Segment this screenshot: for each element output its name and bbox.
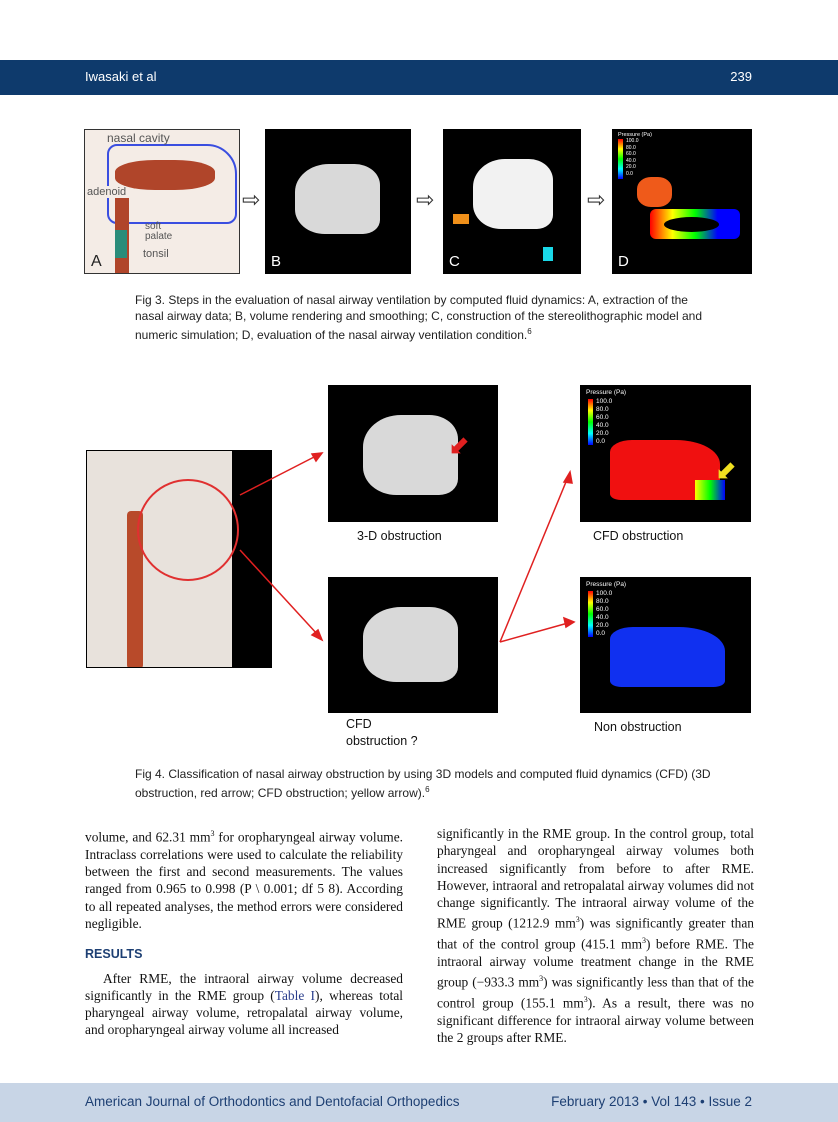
label-3d-obstruction: 3-D obstruction xyxy=(357,529,442,543)
legend-value: 40.0 xyxy=(596,614,609,621)
legend-value: 80.0 xyxy=(596,406,609,413)
arrow-right-icon: ⇨ xyxy=(242,187,261,212)
legend-value: 80.0 xyxy=(596,598,609,605)
results-heading: RESULTS xyxy=(85,947,143,962)
arrow-right-icon: ⇨ xyxy=(587,187,606,212)
figure-4-caption: Fig 4. Classification of nasal airway obstruction by using 3D models and computed fluid dynamics (CFD) (3D obstruction, red arrow; CFD obstruction; yellow arrow).$^6$ xyxy=(135,767,711,800)
panel-a xyxy=(84,129,240,274)
panel-d xyxy=(612,129,752,274)
color-bar xyxy=(588,399,593,445)
left-column xyxy=(85,825,403,1039)
image-cfd-obstruction-question xyxy=(328,577,498,713)
panel-label-b: B xyxy=(271,253,282,270)
label-non-obstruction: Non obstruction xyxy=(594,720,682,734)
panel-label-c: C xyxy=(449,253,460,270)
legend-title: Pressure (Pa) xyxy=(586,581,627,588)
legend-value: 100.0 xyxy=(596,398,613,405)
image-non-obstruction xyxy=(580,577,751,713)
red-arrow-icon: ⬋ xyxy=(448,430,470,460)
legend-value: 100.0 xyxy=(596,590,613,597)
legend-title: Pressure (Pa) xyxy=(618,132,652,138)
legend-value: 60.0 xyxy=(596,606,609,613)
color-bar xyxy=(588,591,593,637)
yellow-arrow-icon: ⬋ xyxy=(715,455,737,485)
issue-info: February 2013 • Vol 143 • Issue 2 xyxy=(551,1094,752,1109)
legend-value: 60.0 xyxy=(596,414,609,421)
legend-value: 40.0 xyxy=(596,422,609,429)
journal-name: American Journal of Orthodontics and Dentofacial Orthopedics xyxy=(85,1094,460,1109)
right-column xyxy=(437,825,754,1046)
legend-value: 0.0 xyxy=(626,170,633,177)
legend-value: 40.0 xyxy=(626,157,636,164)
label-soft-palate: soft palate xyxy=(145,221,173,242)
paragraph: significantly in the RME group. In the control group, total pharyngeal and oropharyngeal airway volumes both increased significantly from before to after RME. However, intraoral and retropalatal airway volumes did not change significantly. The intraoral airway volume of the RME group (1212.9 $mm^3$) was significantly greater than that of the control group (415.1 $mm^3$) before RME. The intraoral airway volume treatment change in the RME group (−933.3 $mm^3$) was significantly less than that of the control group (155.1 $mm^3$). As a result, there was no significant difference for intraoral airway volume between the 2 groups after RME. xyxy=(437,826,755,1046)
legend-value: 100.0 xyxy=(626,138,639,144)
paragraph: volume, and 62.31 $mm^3$ for oropharyngeal airway volume. Intraclass correlations were used to calculate the reliability between the first and second measurements. The values ranged from 0.965 to 0.998 (P \ 0.001; df 5 8). According to all repeated analyses, the method errors were considered negligible. xyxy=(85,829,403,931)
legend-value: 0.0 xyxy=(596,438,606,445)
table-i-link[interactable]: Table I xyxy=(274,987,315,1003)
figure-3-caption: Fig 3. Steps in the evaluation of nasal airway ventilation by computed fluid dynamics: A, extraction of the nasal airway data; B, volume rendering and smoothing; C, construction of the stereolithographic model and numeric simulation; D, evaluation of the nasal airway ventilation condition.$^6$ xyxy=(135,293,702,342)
figure-3 xyxy=(84,129,754,274)
panel-label-a: A xyxy=(91,253,102,270)
label-cfd-question-1: CFD xyxy=(346,717,372,731)
legend-value: 60.0 xyxy=(626,151,636,157)
image-3d-obstruction xyxy=(328,385,498,522)
legend-value: 20.0 xyxy=(596,622,609,629)
legend-value: 80.0 xyxy=(626,144,636,151)
panel-label-d: D xyxy=(618,253,629,270)
label-cfd-obstruction: CFD obstruction xyxy=(593,529,684,543)
label-cfd-question-2: obstruction ? xyxy=(346,734,418,748)
running-header xyxy=(0,60,838,95)
legend-title: Pressure (Pa) xyxy=(586,389,627,396)
paragraph: After RME, the intraoral airway volume decreased significantly in the RME group (Table I), whereas total pharyngeal airway volume, retropalatal airway volume, and oropharyngeal airway volume all increased xyxy=(85,970,403,1038)
label-tonsil: tonsil xyxy=(143,248,169,260)
legend-value: 0.0 xyxy=(596,630,606,637)
legend-value: 20.0 xyxy=(596,430,609,437)
arrow-right-icon: ⇨ xyxy=(416,187,435,212)
header-authors: Iwasaki et al xyxy=(85,69,157,84)
page-number: 239 xyxy=(730,69,752,84)
image-cfd-obstruction xyxy=(580,385,751,522)
running-footer xyxy=(0,1083,838,1122)
color-bar xyxy=(618,139,623,179)
label-adenoid: adenoid xyxy=(87,186,127,198)
legend-value: 20.0 xyxy=(626,164,636,170)
panel-b xyxy=(265,129,411,274)
figure-4 xyxy=(0,380,838,760)
label-nasal-cavity: nasal cavity xyxy=(107,131,170,145)
panel-c xyxy=(443,129,581,274)
